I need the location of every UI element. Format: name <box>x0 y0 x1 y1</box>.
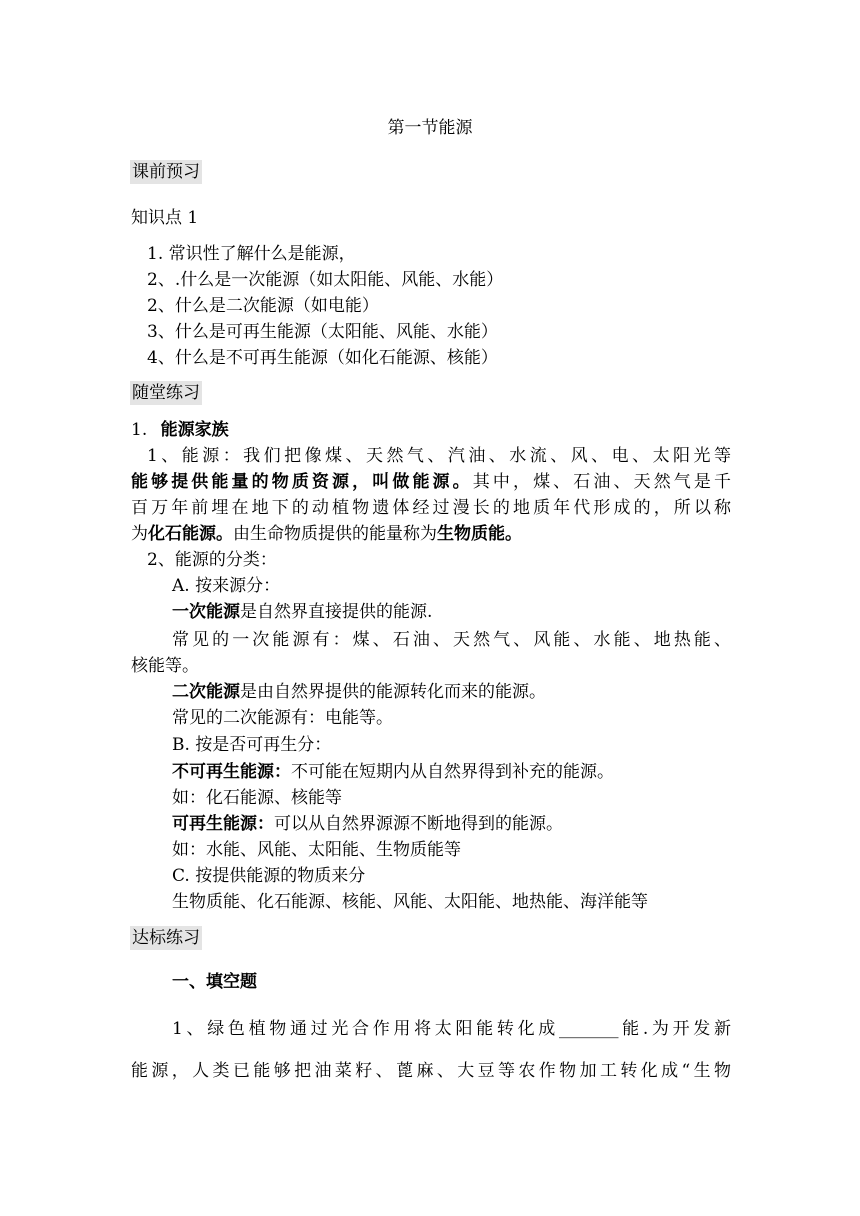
secondary-example-line: 常见的二次能源有：电能等。 <box>172 708 393 728</box>
bold-term-primary: 一次能源 <box>172 602 240 622</box>
knowledge-item: 3、什么是可再生能源（太阳能、风能、水能） <box>147 322 498 342</box>
section-preview-heading: 课前预习 <box>132 162 200 182</box>
paragraph-text: 其中，煤、石油、天然气是千 <box>472 472 732 492</box>
paragraph-text: 由生命物质提供的能量称为 <box>233 524 437 544</box>
paragraph-text: 可以从自然界源源不断地得到的能源。 <box>274 814 563 834</box>
bold-term-biomass: 生物质能。 <box>437 524 522 544</box>
knowledge-item: 4、什么是不可再生能源（如化石能源、核能） <box>147 348 498 368</box>
knowledge-point-label: 知识点 1 <box>131 208 199 228</box>
category-b-title: B. 按是否可再生分： <box>172 735 332 755</box>
paragraph-line: 百万年前埋在地下的动植物遗体经过漫长的地质年代形成的，所以称 <box>131 498 731 518</box>
paragraph-text: 是由自然界提供的能源转化而来的能源。 <box>240 682 546 702</box>
knowledge-item: 2、.什么是一次能源（如太阳能、风能、水能） <box>147 270 504 290</box>
paragraph-line: 1、能源：我们把像煤、天然气、汽油、水流、风、电、太阳光等 <box>147 446 731 466</box>
category-c-title: C. 按提供能源的物质来分 <box>172 866 366 886</box>
renewable-example: 如：水能、风能、太阳能、生物质能等 <box>172 840 461 860</box>
knowledge-item: 2、什么是二次能源（如电能） <box>147 296 379 316</box>
renewable-line <box>172 812 563 836</box>
bold-term-renewable: 可再生能源： <box>172 814 274 834</box>
energy-family-title: 能源家族 <box>160 420 229 440</box>
question-line: 能源，人类已能够把油菜籽、蓖麻、大豆等农作物加工转化成“生物 <box>131 1061 731 1081</box>
bold-definition: 能够提供能量的物质资源，叫做能源。 <box>131 472 473 492</box>
question-line: 1、绿色植物通过光合作用将太阳能转化成_______能.为开发新 <box>172 1019 731 1039</box>
paragraph-line <box>131 470 731 494</box>
primary-example-line: 常见的一次能源有：煤、石油、天然气、风能、水能、地热能、 <box>172 630 731 650</box>
energy-family-heading <box>131 418 229 442</box>
category-c-list: 生物质能、化石能源、核能、风能、太阳能、地热能、海洋能等 <box>172 892 648 912</box>
primary-energy-line <box>172 600 432 624</box>
fill-in-heading: 一、填空题 <box>172 972 257 992</box>
classification-heading: 2、能源的分类： <box>147 550 277 570</box>
section-exercise-heading: 达标练习 <box>132 928 200 948</box>
bold-term-nonrenewable: 不可再生能源： <box>172 762 291 782</box>
paragraph-line <box>131 522 522 546</box>
bold-term-fossil: 化石能源。 <box>148 524 233 544</box>
paragraph-text: 是自然界直接提供的能源. <box>240 602 433 622</box>
primary-example-line: 核能等。 <box>131 656 199 676</box>
paragraph-text: 不可能在短期内从自然界得到补充的能源。 <box>291 762 614 782</box>
page-title: 第一节能源 <box>387 118 473 138</box>
bold-term-secondary: 二次能源 <box>172 682 240 702</box>
energy-family-number: 1. <box>131 420 148 440</box>
nonrenewable-line <box>172 760 614 784</box>
nonrenewable-example: 如：化石能源、核能等 <box>172 788 342 808</box>
paragraph-text: 为 <box>131 524 148 544</box>
secondary-energy-line <box>172 680 546 704</box>
knowledge-item: 1. 常识性了解什么是能源， <box>147 244 356 264</box>
section-practice-heading: 随堂练习 <box>132 383 200 403</box>
category-a-title: A. 按来源分： <box>172 576 281 596</box>
